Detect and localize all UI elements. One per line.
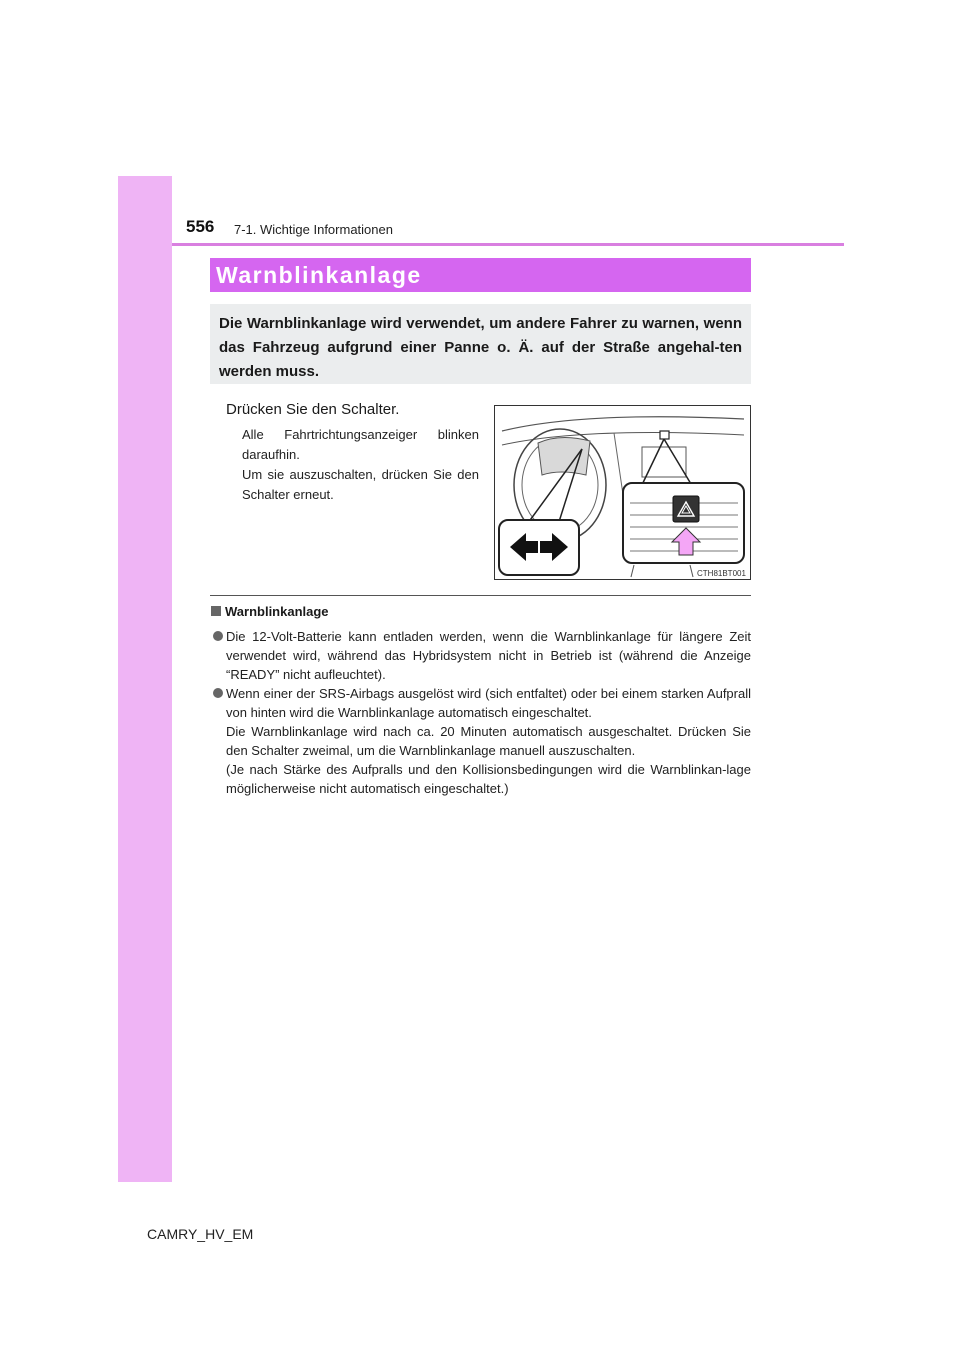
section-divider: [210, 595, 751, 596]
note-battery-text: Die 12-Volt-Batterie kann entladen werden, wenn die Warnblinkanlage für längere Zeit verwendet wird, während das Hybridsystem nicht in Betrieb ist (während die Anzeige “READY” nicht aufleuchtet).: [226, 629, 751, 682]
note-item-battery: [211, 627, 751, 684]
step-desc-off: Um sie auszuschalten, drücken Sie den Schalter erneut.: [242, 467, 479, 502]
section-heading: 7-1. Wichtige Informationen: [234, 222, 393, 237]
notes-heading-text: Warnblinkanlage: [225, 604, 329, 619]
note-airbag-line3: (Je nach Stärke des Aufpralls und den Kollisionsbedingungen wird die Warnblinkan-lage möglicherweise nicht automatisch eingeschaltet.): [226, 762, 751, 796]
illustration-code: CTH81BT001: [697, 569, 746, 578]
page-title: Warnblinkanlage: [210, 258, 751, 292]
intro-box: Die Warnblinkanlage wird verwendet, um andere Fahrer zu warnen, wenn das Fahrzeug aufgrund einer Panne o. Ä. auf der Straße angehal-ten werden muss.: [210, 304, 751, 384]
step-instruction: Drücken Sie den Schalter.: [226, 401, 400, 418]
page-number: 556: [186, 217, 215, 236]
dashboard-illustration: [494, 405, 751, 580]
round-bullet-icon: [213, 688, 223, 698]
dashboard-drawing: [494, 405, 751, 580]
square-bullet-icon: [211, 606, 221, 616]
round-bullet-icon: [213, 631, 223, 641]
step-description: [242, 425, 479, 505]
step-desc-blink: Alle Fahrtrichtungsanzeiger blinken daraufhin.: [242, 427, 479, 462]
footer-model-code: CAMRY_HV_EM: [147, 1226, 254, 1242]
note-airbag-line1: Wenn einer der SRS-Airbags ausgelöst wird (sich entfaltet) oder bei einem starken Aufprall von hinten wird die Warnblinkanlage automatisch eingeschaltet.: [226, 686, 751, 720]
header-rule: [172, 243, 844, 246]
note-airbag-line2: Die Warnblinkanlage wird nach ca. 20 Minuten automatisch ausgeschaltet. Drücken Sie den Schalter zweimal, um die Warnblinkanlage manuell auszuschalten.: [226, 724, 751, 758]
chapter-sidebar: [118, 176, 172, 1182]
notes-heading: [211, 604, 329, 619]
note-airbag-text: [226, 684, 751, 798]
note-item-airbag: [211, 684, 751, 798]
